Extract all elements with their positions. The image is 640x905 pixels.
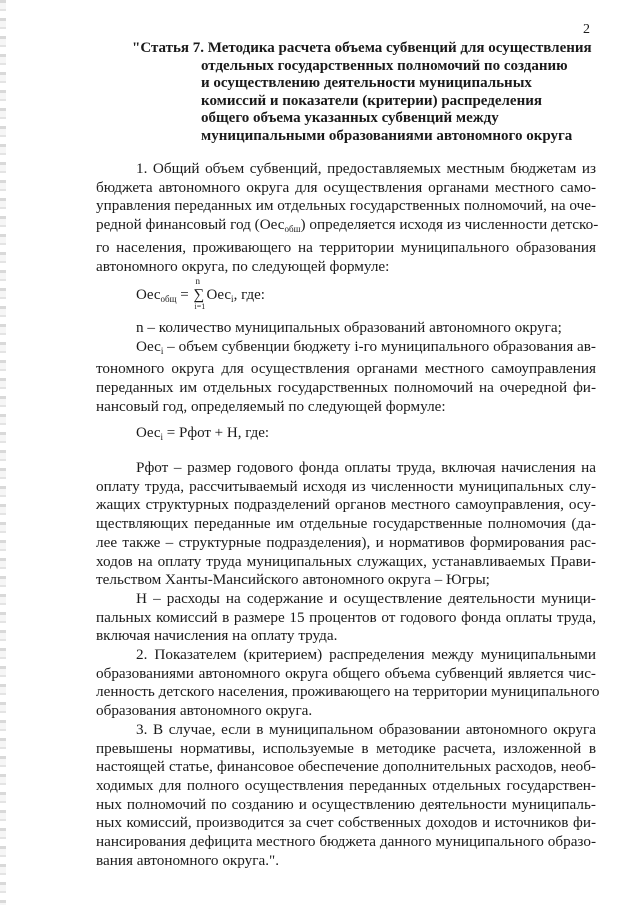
text-line: жащих структурных подразделений органов местного самоуправления, осу- — [96, 496, 596, 514]
text-line: Оес$_i$ – объем субвенции бюджету i-го муниципального образования ав- — [136, 337, 596, 356]
text-line: 3. В случае, если в муниципальном образовании автономного округа — [136, 720, 596, 738]
paragraph-1 — [96, 160, 599, 276]
sum-lower-limit: i=1 — [194, 302, 206, 311]
page-number: 2 — [583, 22, 590, 37]
text-line: бюджета автономного округа для осуществления органами местного само- — [96, 178, 596, 196]
heading-line: комиссий и показатели (критерии) распределения — [201, 92, 542, 109]
text-line: оплату труда, рассчитываемый исходя из численности муниципальных слу- — [96, 477, 596, 495]
text-line: Рфот – размер годового фонда оплаты труда, включая начисления на — [136, 459, 596, 476]
text-line: образования автономного округа. — [96, 702, 313, 720]
text-line: ленность детского населения, проживающего на территории муниципального — [96, 683, 600, 701]
scan-edge — [0, 0, 6, 905]
sum-upper-limit: n — [195, 276, 201, 286]
formula-lhs: Оес — [136, 287, 161, 303]
text-line: го населения, проживающего на территории муниципального образования — [96, 238, 596, 256]
heading-line: муниципальными образованиями автономного округа — [201, 127, 573, 144]
text-line: образованиями автономного округа общего объема субвенций является чис- — [96, 664, 596, 682]
formula-lhs-sub: общ — [160, 294, 177, 304]
formula-tail: , где: — [233, 287, 265, 303]
formula-municipal — [136, 425, 269, 442]
text-line: ходов на оплату труда муниципальных служащих, устанавливаемых Прави- — [96, 552, 596, 570]
article-heading — [132, 40, 592, 146]
text-line: ных полномочий по созданию и осуществлению деятельности муниципаль- — [96, 795, 596, 813]
paragraph-3 — [96, 459, 600, 870]
text-line: ходимых для полного осуществления переданных отдельных государствен- — [96, 776, 596, 794]
heading-line: и осуществлению деятельности муниципальных — [201, 75, 532, 92]
text-line: управления переданных им отдельных государственных полномочий, на оче- — [96, 197, 597, 215]
text-line: включая начисления на оплату труда. — [96, 627, 338, 645]
text-line: пальных комиссий в размере 15 процентов от годового фонда оплаты труда, — [96, 608, 596, 626]
text-line: нансовый год, определяемый по следующей формуле: — [96, 397, 446, 415]
formula-term-sub: i — [231, 294, 234, 304]
summation-sign — [193, 276, 206, 311]
formula-lhs: Оес — [136, 425, 161, 441]
heading-line: "Статья 7. Методика расчета объема субвенций для осуществления — [132, 40, 592, 56]
paragraph-2 — [96, 319, 596, 417]
formula-rhs: = Рфот + Н, где: — [163, 425, 270, 441]
text-line: тельством Ханты-Мансийского автономного округа – Югры; — [96, 571, 490, 589]
text-line: переданных им отдельных государственных полномочий на очередной фи- — [96, 379, 596, 397]
text-line: автономного округа, по следующей формуле: — [96, 257, 390, 275]
text-line: Н – расходы на содержание и осуществление деятельности муници- — [136, 589, 596, 607]
heading-line: отдельных государственных полномочий по созданию — [201, 57, 568, 74]
formula-term: Оес — [206, 287, 232, 303]
text-line: настоящей статье, финансовое обеспечение дополнительных расходов, необ- — [96, 758, 596, 776]
formula-lhs-sub: i — [160, 432, 164, 442]
formula-total — [136, 276, 265, 311]
text-line: n – количество муниципальных образований автономного округа; — [136, 319, 562, 336]
text-line: 1. Общий объем субвенций, предоставляемых местным бюджетам из — [136, 160, 596, 177]
heading-line: общего объема указанных субвенций между — [201, 110, 499, 127]
text-line: ществляющих переданные им отдельные государственные полномочия (да- — [96, 515, 596, 533]
text-line: ных комиссий, производится за счет собственных доходов и источников фи- — [96, 814, 596, 832]
text-line: лее также – структурные подразделения), и нормативов формирования рас- — [96, 533, 596, 551]
text-line: 2. Показателем (критерием) распределения между муниципальными — [136, 646, 596, 664]
text-line: редной финансовый год (Оес$_{обш}$) определяется исходя из численности детско- — [96, 216, 599, 235]
text-line: нансирования дефицита местного бюджета данного муниципального образо- — [96, 833, 596, 851]
sum-symbol: ∑ — [193, 287, 205, 303]
text-line: превышены нормативы, используемые в методике расчета, изложенной в — [96, 739, 596, 757]
text-line: тономного округа для осуществления органами местного самоуправления — [96, 360, 596, 378]
text-line: вания автономного округа.". — [96, 851, 280, 869]
formula-eq: = — [180, 287, 189, 303]
